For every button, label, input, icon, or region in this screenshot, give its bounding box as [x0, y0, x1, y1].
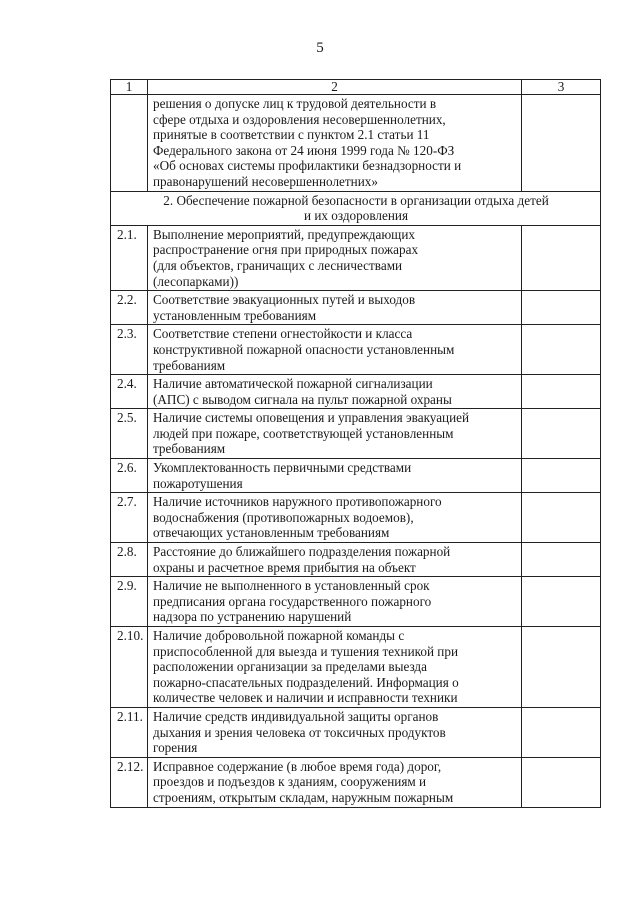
row-number: 2.10.	[111, 627, 148, 708]
header-col-3: 3	[522, 80, 601, 95]
row-number: 2.7.	[111, 493, 148, 543]
row-text: Укомплектованность первичными средствами пожаротушения	[148, 459, 522, 493]
checklist-table	[110, 79, 601, 808]
row-text: Расстояние до ближайшего подразделения пожарной охраны и расчетное время прибытия на объект	[148, 543, 522, 577]
table-row	[111, 225, 601, 290]
row-value-cell	[522, 291, 601, 325]
table-row	[111, 459, 601, 493]
table-row	[111, 543, 601, 577]
row-number: 2.1.	[111, 225, 148, 290]
row-number: 2.8.	[111, 543, 148, 577]
row-text: Наличие источников наружного противопожарного водоснабжения (противопожарных водоемов), отвечающих установленным требованиям	[148, 493, 522, 543]
row-value-cell	[522, 493, 601, 543]
row-text: Соответствие эвакуационных путей и выходов установленным требованиям	[148, 291, 522, 325]
continuation-text: решения о допуске лиц к трудовой деятельности в сфере отдыха и оздоровления несовершеннолетних, принятые в соответствии с пунктом 2.1 статьи 11 Федерального закона от 24 июня 1999 года № 120-ФЗ «Об основах системы профилактики безнадзорности и правонарушений несовершеннолетних»	[148, 95, 522, 192]
row-text: Наличие не выполненного в установленный срок предписания органа государственного пожарного надзора по устранению нарушений	[148, 577, 522, 627]
row-value-cell	[522, 409, 601, 459]
row-number: 2.4.	[111, 375, 148, 409]
row-number: 2.11.	[111, 707, 148, 757]
table-row	[111, 325, 601, 375]
row-value-cell	[522, 577, 601, 627]
table-row	[111, 291, 601, 325]
row-text: Наличие системы оповещения и управления эвакуацией людей при пожаре, соответствующей установленным требованиям	[148, 409, 522, 459]
table-row	[111, 375, 601, 409]
table-row	[111, 627, 601, 708]
section-row	[111, 191, 601, 225]
table-row	[111, 409, 601, 459]
row-value-cell	[522, 225, 601, 290]
row-text: Наличие средств индивидуальной защиты органов дыхания и зрения человека от токсичных продуктов горения	[148, 707, 522, 757]
continuation-num-cell	[111, 95, 148, 192]
row-number: 2.9.	[111, 577, 148, 627]
row-number: 2.2.	[111, 291, 148, 325]
section-title: 2. Обеспечение пожарной безопасности в организации отдыха детей и их оздоровления	[111, 191, 601, 225]
row-number: 2.6.	[111, 459, 148, 493]
row-value-cell	[522, 707, 601, 757]
row-text: Соответствие степени огнестойкости и класса конструктивной пожарной опасности установленным требованиям	[148, 325, 522, 375]
row-value-cell	[522, 325, 601, 375]
row-text: Наличие добровольной пожарной команды с приспособленной для выезда и тушения техникой при расположении организации за пределами выезда пожарно-спасательных подразделений. Информация о количестве человек и наличии и исправности техники	[148, 627, 522, 708]
row-value-cell	[522, 459, 601, 493]
row-number: 2.5.	[111, 409, 148, 459]
table-row	[111, 757, 601, 807]
row-value-cell	[522, 757, 601, 807]
table-row	[111, 493, 601, 543]
continuation-value-cell	[522, 95, 601, 192]
row-text: Выполнение мероприятий, предупреждающих распространение огня при природных пожарах (для объектов, граничащих с лесничествами (лесопарками))	[148, 225, 522, 290]
row-text: Наличие автоматической пожарной сигнализации (АПС) с выводом сигнала на пульт пожарной охраны	[148, 375, 522, 409]
table-header-row	[111, 80, 601, 95]
row-value-cell	[522, 375, 601, 409]
row-value-cell	[522, 627, 601, 708]
row-value-cell	[522, 543, 601, 577]
row-number: 2.3.	[111, 325, 148, 375]
row-text: Исправное содержание (в любое время года) дорог, проездов и подъездов к зданиям, сооружениям и строениям, открытым складам, наружным пожарным	[148, 757, 522, 807]
header-col-1: 1	[111, 80, 148, 95]
page-number: 5	[316, 40, 324, 56]
row-number: 2.12.	[111, 757, 148, 807]
table-row	[111, 707, 601, 757]
table-row	[111, 577, 601, 627]
header-col-2: 2	[148, 80, 522, 95]
continuation-row	[111, 95, 601, 192]
